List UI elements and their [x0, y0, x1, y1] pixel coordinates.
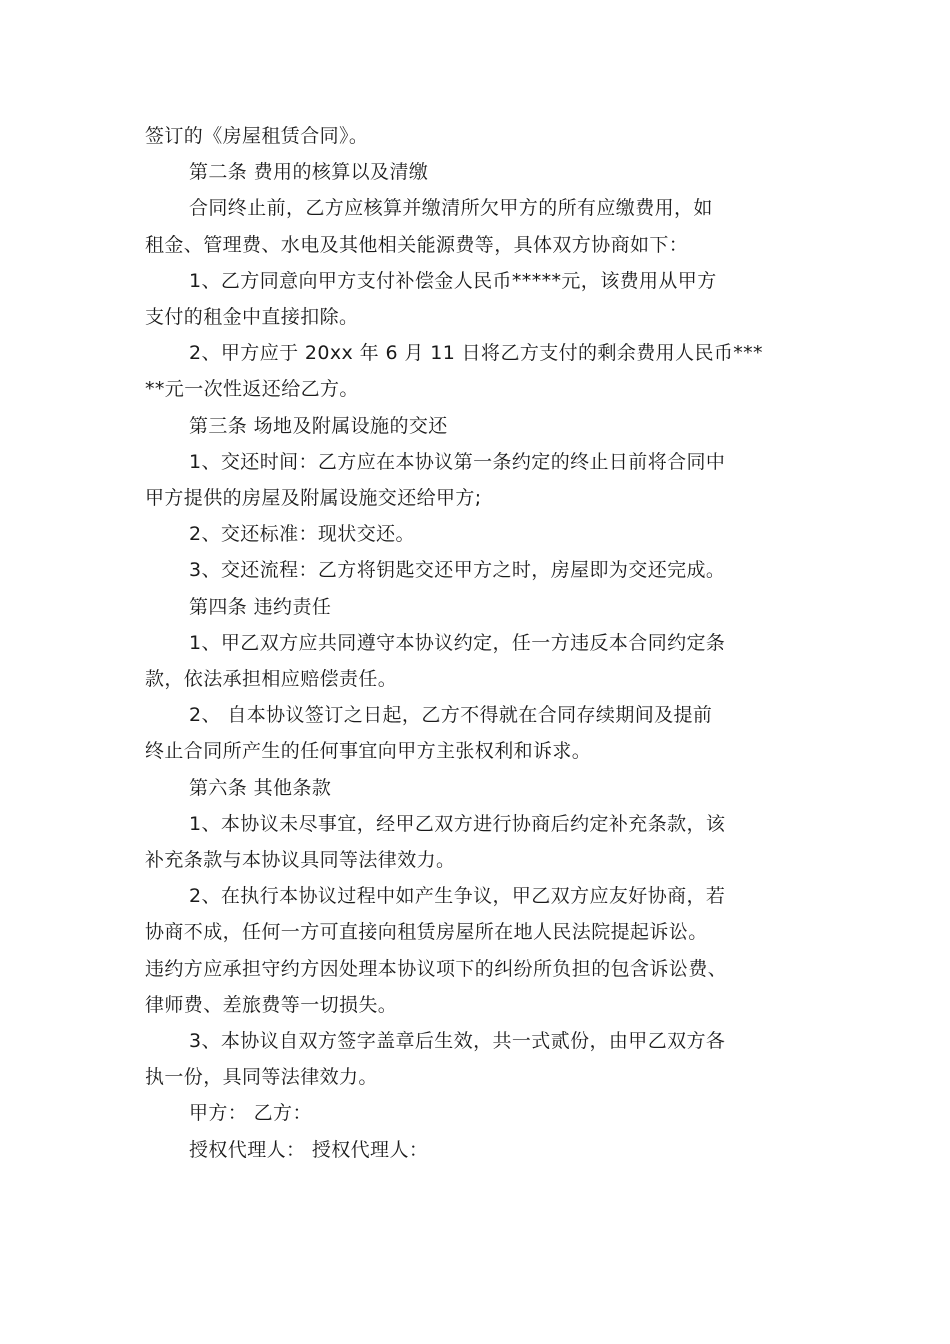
text-line: 2、甲方应于 20xx 年 6 月 11 日将乙方支付的剩余费用人民币***: [189, 342, 763, 365]
section-heading: 第四条 违约责任: [189, 595, 332, 618]
section-heading: 第三条 场地及附属设施的交还: [189, 414, 448, 437]
text-line: 执一份，具同等法律效力。: [145, 1066, 378, 1089]
text-line: 1、交还时间：乙方应在本协议第一条约定的终止日前将合同中: [189, 450, 726, 473]
signature-agent-line: 授权代理人： 授权代理人：: [189, 1138, 429, 1161]
text-line: 支付的租金中直接扣除。: [145, 306, 359, 329]
signature-party-line: 甲方： 乙方：: [189, 1102, 312, 1125]
text-line: 1、本协议未尽事宜，经甲乙双方进行协商后约定补充条款，该: [189, 812, 726, 835]
text-line: 合同终止前，乙方应核算并缴清所欠甲方的所有应缴费用，如: [189, 197, 713, 220]
text-line: 3、交还流程：乙方将钥匙交还甲方之时，房屋即为交还完成。: [189, 559, 726, 582]
text-line: 违约方应承担守约方因处理本协议项下的纠纷所负担的包含诉讼费、: [145, 957, 728, 980]
text-line: 补充条款与本协议具同等法律效力。: [145, 849, 456, 872]
text-line: 款，依法承担相应赔偿责任。: [145, 668, 398, 691]
text-line: 租金、管理费、水电及其他相关能源费等，具体双方协商如下：: [145, 233, 689, 256]
text-line: **元一次性返还给乙方。: [145, 378, 359, 401]
text-line: 3、本协议自双方签字盖章后生效，共一式贰份，由甲乙双方各: [189, 1030, 726, 1053]
text-line: 2、交还标准：现状交还。: [189, 523, 415, 546]
document-body: [145, 118, 825, 1168]
text-line: 协商不成，任何一方可直接向租赁房屋所在地人民法院提起诉讼。: [145, 921, 708, 944]
text-line: 签订的《房屋租赁合同》。: [145, 125, 369, 147]
section-heading: 第六条 其他条款: [189, 776, 332, 799]
text-line: 律师费、差旅费等一切损失。: [145, 993, 398, 1016]
text-line: 2、在执行本协议过程中如产生争议，甲乙双方应友好协商，若: [189, 885, 726, 908]
text-line: 甲方提供的房屋及附属设施交还给甲方;: [145, 487, 482, 510]
text-line: 终止合同所产生的任何事宜向甲方主张权利和诉求。: [145, 740, 592, 763]
text-line: 1、乙方同意向甲方支付补偿金人民币*****元，该费用从甲方: [189, 269, 717, 292]
section-heading: 第二条 费用的核算以及清缴: [189, 161, 429, 184]
text-line: 2、 自本协议签订之日起，乙方不得就在合同存续期间及提前: [189, 704, 713, 727]
text-line: 1、甲乙双方应共同遵守本协议约定，任一方违反本合同约定条: [189, 631, 726, 654]
